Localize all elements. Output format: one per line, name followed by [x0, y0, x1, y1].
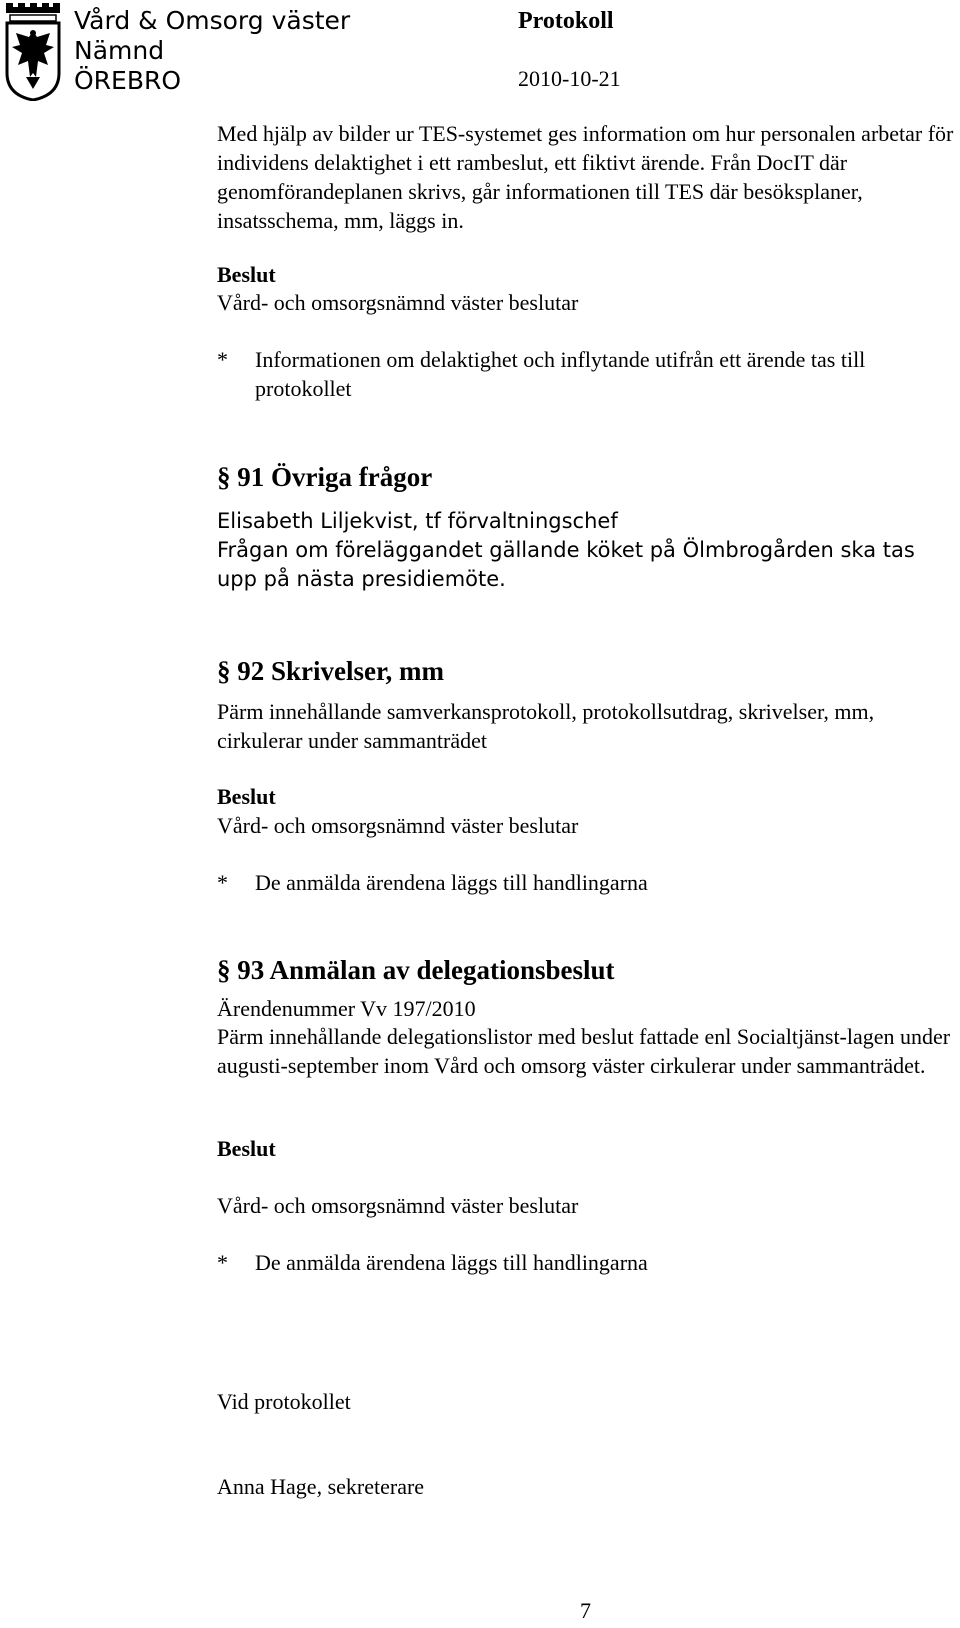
org-line-1: Vård & Omsorg väster	[74, 6, 351, 35]
intro-paragraph: Med hjälp av bilder ur TES-systemet ges information om hur personalen arbetar för individens delaktighet i ett rambeslut, ett fiktivt ärende. Från DocIT där genomförandeplanen skrivs, går informationen till TES där besöksplaner, insatsschema, mm, läggs in.	[217, 121, 954, 233]
section-92-text: Pärm innehållande samverkansprotokoll, protokollsutdrag, skrivelser, mm, cirkulerar under sammanträdet	[217, 699, 875, 753]
bullet-text: Informationen om delaktighet och inflytande utifrån ett ärende tas till protokollet	[255, 347, 866, 401]
section-93-text: Pärm innehållande delegationslistor med beslut fattade enl Socialtjänst-lagen under augusti-september inom Vård och omsorg väster cirkulerar under sammanträdet.	[217, 1024, 951, 1078]
coat-of-arms-logo	[4, 3, 62, 101]
section-91-person: Elisabeth Liljekvist, tf förvaltningschef	[217, 509, 618, 533]
section-93-case-number: Ärendenummer Vv 197/2010	[217, 996, 476, 1021]
decision-label: Beslut	[217, 262, 276, 287]
section-92-heading: § 92 Skrivelser, mm	[217, 656, 444, 686]
page-number: 7	[580, 1598, 591, 1623]
decision-bullet	[217, 345, 957, 403]
org-line-2: Nämnd	[74, 36, 165, 65]
organization-name	[74, 6, 350, 96]
decision-line: Vård- och omsorgsnämnd väster beslutar	[217, 290, 579, 315]
decision-bullet	[217, 868, 957, 897]
document-type: Protokoll	[518, 8, 614, 34]
bullet-text: De anmälda ärendena läggs till handlingarna	[255, 870, 648, 895]
bullet-marker: *	[217, 870, 228, 895]
bullet-text: De anmälda ärendena läggs till handlingarna	[255, 1250, 648, 1275]
decision-label: Beslut	[217, 784, 276, 809]
bullet-marker: *	[217, 1250, 228, 1275]
section-91-heading: § 91 Övriga frågor	[217, 462, 433, 492]
decision-bullet	[217, 1248, 957, 1277]
org-line-3: ÖREBRO	[74, 66, 182, 95]
section-91-text: Frågan om föreläggandet gällande köket på Ölmbrogården ska tas upp på nästa presidiemöte.	[217, 538, 915, 591]
decision-label: Beslut	[217, 1136, 276, 1161]
bullet-marker: *	[217, 347, 228, 372]
signer-name: Anna Hage, sekreterare	[217, 1474, 425, 1499]
section-93-heading: § 93 Anmälan av delegationsbeslut	[217, 955, 615, 985]
document-date: 2010-10-21	[518, 66, 621, 91]
decision-line: Vård- och omsorgsnämnd väster beslutar	[217, 1193, 579, 1218]
signature-intro: Vid protokollet	[217, 1389, 351, 1414]
decision-line: Vård- och omsorgsnämnd väster beslutar	[217, 813, 579, 838]
